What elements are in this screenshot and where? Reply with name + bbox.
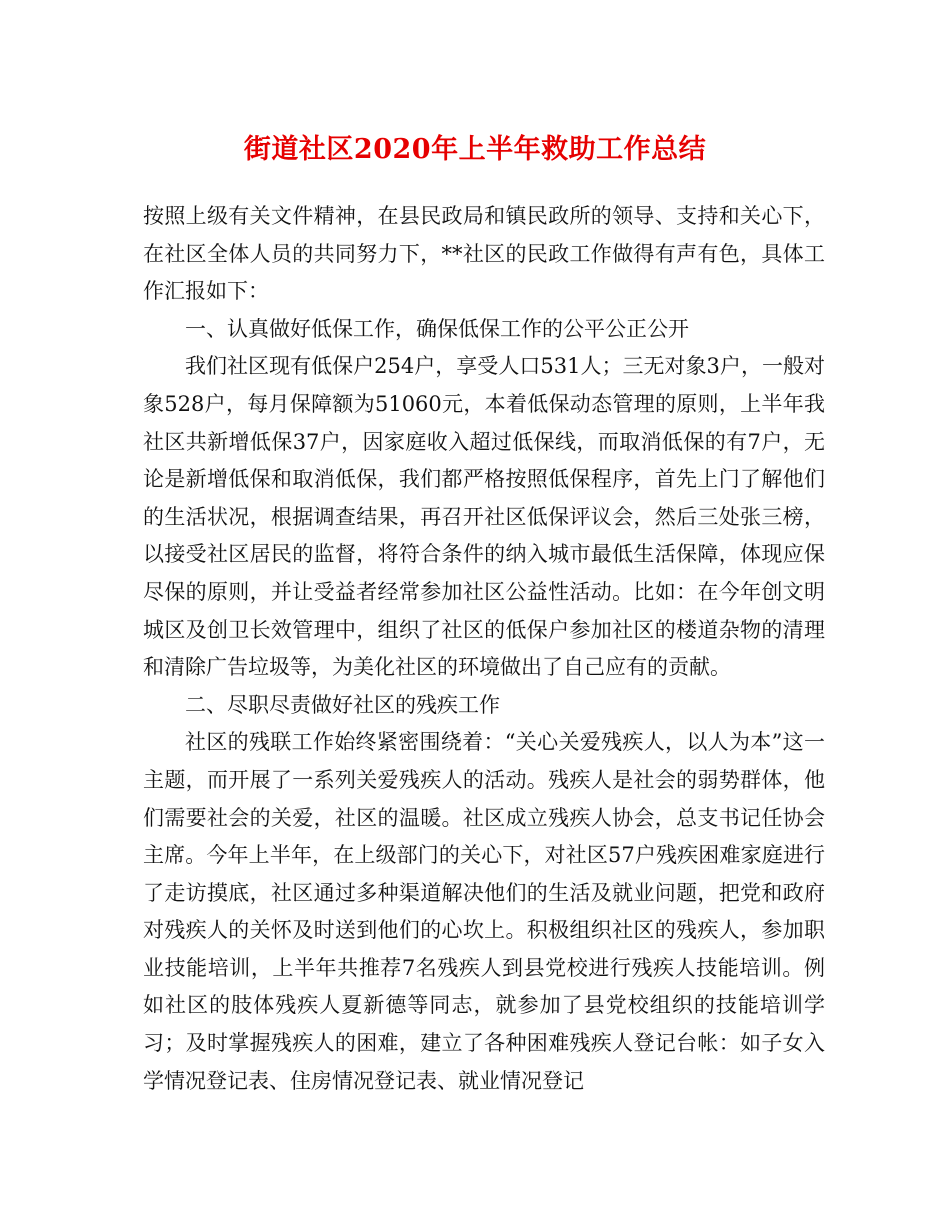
section-heading-2: 二、尽职尽责做好社区的残疾工作 xyxy=(185,692,500,717)
document-body xyxy=(143,198,825,1100)
document-title: 街道社区2020年上半年救助工作总结 xyxy=(243,134,707,165)
paragraph-intro: 按照上级有关文件精神，在县民政局和镇民政所的领导、支持和关心下，在社区全体人员的共同努力下，**社区的民政工作做得有声有色，具体工作汇报如下： xyxy=(143,204,825,304)
paragraph-low-income: 我们社区现有低保户254户，享受人口531人；三无对象3户，一般对象528户，每月保障额为51060元，本着低保动态管理的原则，上半年我社区共新增低保37户，因家庭收入超过低保线，而取消低保的有7户，无论是新增低保和取消低保，我们都严格按照低保程序，首先上门了解他们的生活状况，根据调查结果，再召开社区低保评议会，然后三处张三榜，以接受社区居民的监督，将符合条件的纳入城市最低生活保障，体现应保尽保的原则，并让受益者经常参加社区公益性活动。比如：在今年创文明城区及创卫长效管理中，组织了社区的低保户参加社区的楼道杂物的清理和清除广告垃圾等，为美化社区的环境做出了自己应有的贡献。 xyxy=(143,354,825,680)
section-heading-1: 一、认真做好低保工作，确保低保工作的公平公正公开 xyxy=(185,316,689,341)
paragraph-disability: 社区的残联工作始终紧密围绕着：“关心关爱残疾人，以人为本”这一主题，而开展了一系列关爱残疾人的活动。残疾人是社会的弱势群体，他们需要社会的关爱，社区的温暖。社区成立残疾人协会，总支书记任协会主席。今年上半年，在上级部门的关心下，对社区57户残疾困难家庭进行了走访摸底，社区通过多种渠道解决他们的生活及就业问题，把党和政府对残疾人的关怀及时送到他们的心坎上。积极组织社区的残疾人，参加职业技能培训，上半年共推荐7名残疾人到县党校进行残疾人技能培训。例如社区的肢体残疾人夏新德等同志，就参加了县党校组织的技能培训学习；及时掌握残疾人的困难，建立了各种困难残疾人登记台帐：如子女入学情况登记表、住房情况登记表、就业情况登记 xyxy=(143,730,825,1093)
